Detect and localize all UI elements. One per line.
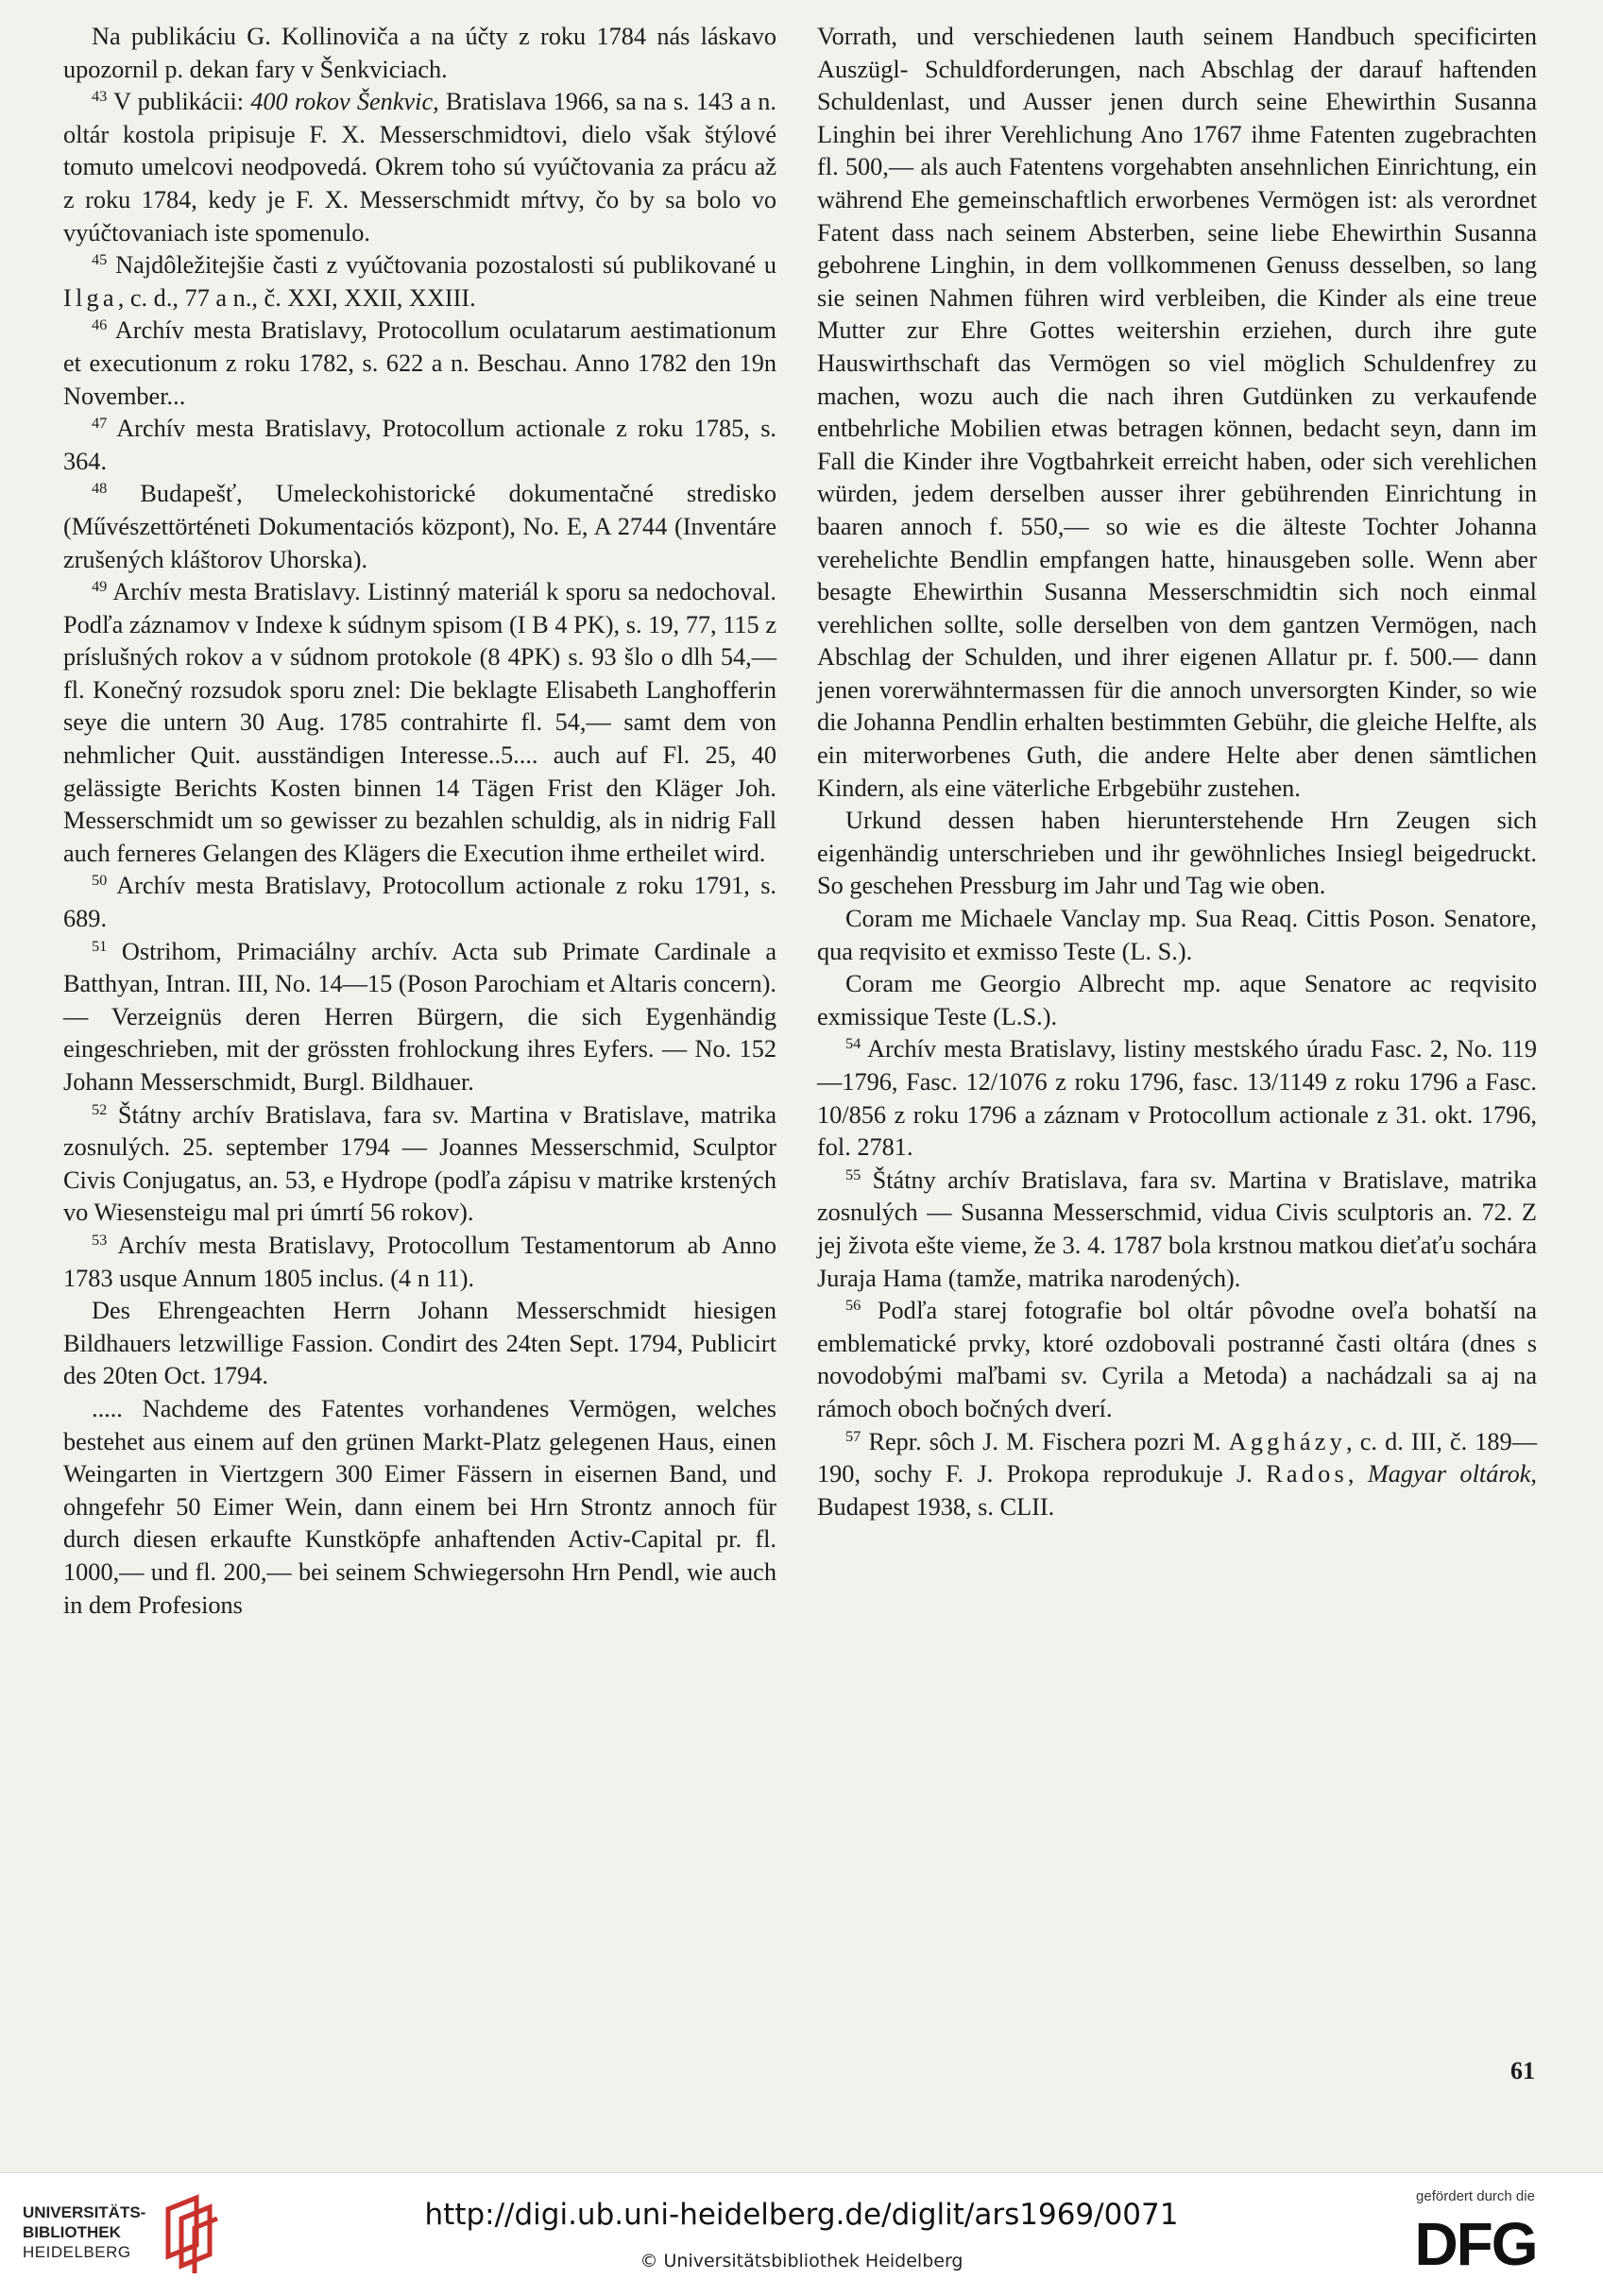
footnote-48 [63,478,776,576]
footnote-50 [63,870,776,935]
text-run: Podľa starej fotografie bol oltár pôvodne oveľa bohatší na emblematické prvky, ktoré ozdobovali postranné časti oltára (dnes s novodobými maľbami sv. Cyrila a Metoda) a nachádzali sa aj na rámoch oboch bočných dverí. [817,1297,1537,1422]
text-run: Budapešť, Umeleckohistorické dokumentačné stredisko (Művészettörténeti Dokumentaciós központ), No. E, A 2744 (Inventáre zrušených kláštorov Uhorska). [63,480,777,573]
paragraph [63,21,776,86]
page-number: 61 [1510,2057,1535,2084]
paragraph [817,968,1537,1033]
footnote-43 [63,86,776,249]
footnote-47 [63,413,776,478]
text-run: , c. d., 77 a n., č. XXI, XXII, XXIII. [117,283,476,312]
footnote-46 [63,315,776,413]
paragraph [63,1295,776,1393]
footnote-54 [817,1033,1537,1164]
library-name-line2: BIBLIOTHEK [23,2223,121,2241]
footnote-56 [817,1295,1537,1425]
italic-title: Magyar oltárok, [1367,1460,1537,1488]
text-run: V publikácii: [112,88,251,116]
text-run: Najdôležitejšie časti z vyúčtovania pozostalosti sú publikované u [115,251,776,280]
footnote-number: 52 [92,1099,108,1118]
text-run: ..... Nachdeme des Fatentes vorhandenes Vermögen, welches bestehet aus einem auf den grünen Markt-Platz gelegenen Haus, einen Weingarten in Viertzgern 300 Eimer Fässern in eisernen Band, und ohngefehr 50 Eimer Wein, dann einem bei Hrn Strontz annoch für durch diesen erkaufte Kunstköpfe anhaftenden Activ-Capital pr. fl. 1000,— und fl. 200,— bei seinem Schwiegersohn Hrn Pendl, wie auch in dem Profesions [63,1394,776,1619]
footnote-57 [817,1426,1537,1524]
text-run: Archív mesta Bratislavy, Protocollum oculatarum aestimationum et executionum z roku 1782, s. 622 a n. Beschau. Anno 1782 den 19n November... [63,316,776,410]
library-name-line1: UNIVERSITÄTS- [23,2203,146,2221]
text-run: , c. d. III, č. 189—190, sochy F. J. Prokopa reprodukuje J. [817,1427,1538,1488]
copyright-notice: © Universitätsbibliothek Heidelberg [639,2251,964,2271]
footnote-number: 48 [92,479,108,498]
text-run: Bratislava 1966, sa na s. 143 a n. oltár kostola pripisuje F. X. Messerschmidtovi, dielo však štýlové tomuto umelcovi neodpovedá. Okrem toho sú vyúčtovania za prácu až z roku 1784, kedy je F. X. Messerschmidt mŕtvy, čo by sa bolo vo vyúčtovaniach iste spomenulo. [63,88,777,247]
footnote-number: 57 [845,1426,861,1445]
text-run: Urkund dessen haben hierunterstehende Hrn Zeugen sich eigenhändig unterschrieben und ihr gewöhnliches Insiegl beigedruckt. So geschehen Pressburg im Jahr und Tag wie oben. [817,807,1537,900]
left-column [63,21,776,1622]
footnote-51 [63,936,776,1099]
spaced-name: Aggházy [1228,1427,1346,1455]
right-column [817,21,1537,1523]
footer [0,2172,1603,2296]
footnote-number: 43 [92,87,108,106]
footnote-number: 46 [92,315,108,334]
text-run: Vorrath, und verschiedenen lauth seinem Handbuch specificirten Auszügl- Schuldforderungen, nach Abschlag der darauf haftenden Schuldenlast, und Ausser jenen durch seine Ehewirthin Susanna Linghin bei ihrer Verehlichung Ano 1767 ihme Fatenten zugebrachten fl. 500,— als auch Fatentens vorgehabten ansehnlichen Einrichtung, ein während Ehe gemeinschaftlich erworbenes Vermögen ist: als verordnet Fatent dass nach seinem Absterben, seine liebe Ehewirthin Susanna gebohrene Linghin, in dem vollkommenen Genuss desselben, so lang sie seinen Nahmen führen wird verbleiben, die Kinder als eine treue Mutter zur Ehre Gottes weitershin erziehen, durch ihre gute Hauswirthschaft das Vermögen so viel möglich Schuldenfrey zu machen, wozu auch die nach ihren Gutdünken zu verkaufende entbehrliche Mobilien etwas betragen können, bedacht seyn, dann im Fall die Kinder ihre Vogtbahrkeit erreicht haben, oder sich verehlichen würden, jedem derselben ausser ihrer gebührenden Einrichtung in baaren annoch f. 550,— so wie es die älteste Tochter Johanna verehelichte Bendlin empfangen hatte, hinausgeben solle. Wenn aber besagte Ehewirthin Susanna Messerschmidtin sich noch einmal verehlichen sollte, solle derselben von dem gantzen Vermögen, nach Abschlag der Schulden, und ihrer eigenen Allatur pr. f. 500.— dann jenen vorerwähntermassen für die annoch unversorgten Kinder, so wie die Johanna Pendlin erhalten bestimmten Gebühr, die gleiche Helfte, als ein miterworbenes Guth, die andere Helte aber denen sämtlichen Kindern, als eine väterliche Erbgebühr zustehen. [817,23,1537,802]
text-run: Archív mesta Bratislavy, Protocollum actionale z roku 1791, s. 689. [63,872,776,933]
spaced-name: Rados [1266,1460,1348,1488]
text-run: Budapest 1938, s. CLII. [817,1492,1055,1521]
footnote-number: 55 [845,1165,861,1183]
text-run: Archív mesta Bratislavy. Listinný materiál k sporu sa nedochoval. Podľa záznamov v Indexe k súdnym spisom (I B 4 PK), s. 19, 77, 115 z príslušných rokov a v súdnom protokole (8 4PK) s. 93 šlo o dlh 54,— fl. Konečný rozsudok sporu znel: Die beklagte Elisabeth Langhofferin seye die untern 30 Aug. 1785 contrahirte fl. 54,— samt dem von nehmlicher Quit. ausständigen Interesse..5.... auch auf Fl. 25, 40 gelässigte Berichts Kosten binnen 14 Tägen Frist den Kläger Joh. Messerschmidt um so gewisser zu bezahlen schuldig, als in nidrig Fall auch ferneres Gelangen des Klägers die Execution ihme ertheilet wird. [63,578,776,867]
footnote-53 [63,1230,776,1295]
dfg-logo[interactable]: DFG [1414,2210,1537,2278]
paragraph [63,1393,776,1622]
footnote-49 [63,576,776,870]
footnote-55 [817,1165,1537,1295]
text-run: Štátny archív Bratislava, fara sv. Martina v Bratislave, matrika zosnulých. 25. september 1794 — Joannes Messerschmid, Sculptor Civis Conjugatus, an. 53, e Hydrope (podľa zápisu v matrike krstených vo Wiesensteigu mal pri úmrtí 56 rokov). [63,1100,776,1227]
text-run: Coram me Georgio Albrecht mp. aque Senatore ac reqvisito exmissique Teste (L.S.). [817,970,1537,1030]
text-run: , [1347,1460,1368,1488]
text-run: Archív mesta Bratislavy, Protocollum actionale z roku 1785, s. 364. [63,415,776,475]
paragraph [817,903,1537,968]
spaced-name: Ilga [63,283,118,312]
footnote-number: 45 [92,250,108,269]
footnote-52 [63,1099,776,1230]
paragraph [817,805,1537,903]
text-run: Repr. sôch J. M. Fischera pozri M. [868,1427,1229,1455]
footnote-number: 54 [845,1034,861,1053]
library-name-line3: HEIDELBERG [23,2243,131,2261]
footnote-number: 56 [845,1296,861,1315]
text-run: Na publikáciu G. Kollinoviča a na účty z roku 1784 nás láskavo upozornil p. dekan fary v Šenkviciach. [63,23,776,83]
footnote-number: 49 [92,577,108,596]
text-run: Ostrihom, Primaciálny archív. Acta sub Primate Cardinale a Batthyan, Intran. III, No. 14—15 (Poson Parochiam et Altaris concern). — Verzeignüs deren Herren Bürgern, die sich Eygenhändig eingeschrieben, mit der grössten frohlockung ihres Eyfers. — No. 152 Johann Messerschmidt, Burgl. Bildhauer. [63,937,776,1096]
text-run: Archív mesta Bratislavy, listiny mestského úradu Fasc. 2, No. 119—1796, Fasc. 12/1076 z roku 1796, fasc. 13/1149 z roku 1796 a Fasc. 10/856 z roku 1796 a záznam v Protocollum actionale z 31. okt. 1796, fol. 2781. [817,1035,1537,1162]
footnote-number: 47 [92,414,108,433]
footnote-number: 53 [92,1231,108,1250]
paragraph [817,21,1537,805]
footnote-45 [63,249,776,315]
text-run: Des Ehrengeachten Herrn Johann Messerschmidt hiesigen Bildhauers letzwillige Fassion. Condirt des 24ten Sept. 1794, Publicirt des 20ten Oct. 1794. [63,1297,776,1390]
footnote-number: 50 [92,871,108,890]
italic-title: 400 rokov Šenkvic, [250,88,439,116]
text-run: Coram me Michaele Vanclay mp. Sua Reaq. Cittis Poson. Senatore, qua reqvisito et exmisso Teste (L. S.). [817,905,1537,965]
footnote-number: 51 [92,936,108,955]
funding-caption: gefördert durch die [1416,2188,1535,2204]
permalink-url[interactable]: http://digi.ub.uni-heidelberg.de/diglit/ars1969/0071 [424,2198,1179,2232]
text-run: Štátny archív Bratislava, fara sv. Martina v Bratislave, matrika zosnulých — Susanna Messerschmid, vidua Civis sculptoris an. 72. Z jej života ešte vieme, že 3. 4. 1787 bola krstnou matkou dieťaťu sochára Juraja Hama (tamže, matrika narodených). [817,1165,1537,1292]
text-run: Archív mesta Bratislavy, Protocollum Testamentorum ab Anno 1783 usque Annum 1805 inclus. (4 n 11). [63,1231,777,1292]
